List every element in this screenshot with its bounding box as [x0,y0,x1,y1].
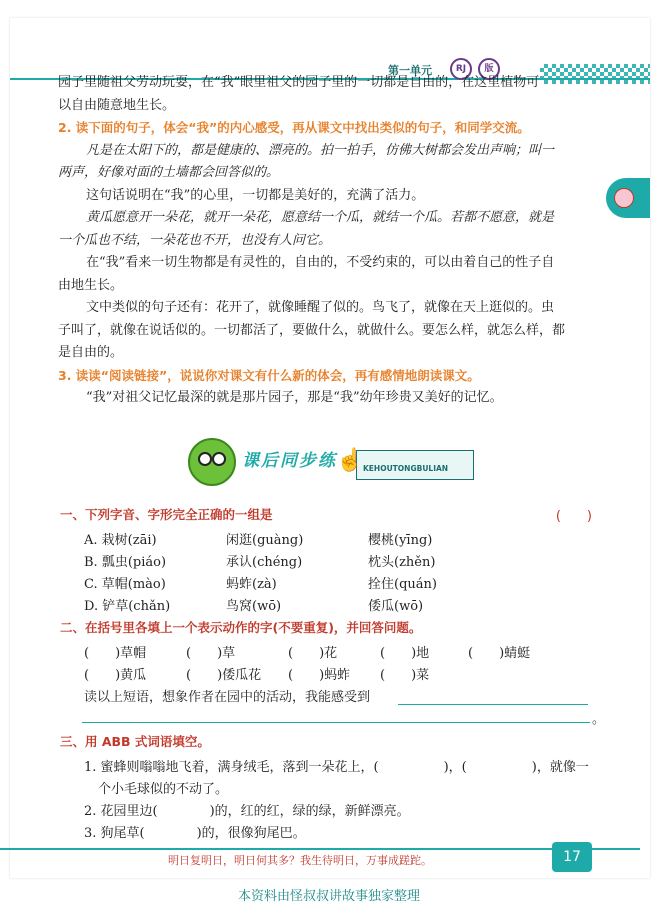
end-mark: 。 [592,712,606,727]
blank-phrase[interactable]: ( )倭瓜花 [186,668,262,683]
quote-2-cont: 一个瓜也不结，一朵花也不开，也没有人问它。 [58,232,332,248]
option-cell: 承认(chéng) [226,555,303,570]
section-2-title: 二、在括号里各填上一个表示动作的字(不要重复)，并回答问题。 [60,620,422,635]
question-2: 2. 读下面的句子，体会“我”的内心感受，再从课文中找出类似的句子，和同学交流。 [58,120,530,135]
pointing-hand-icon: ☝ [336,448,364,473]
answer-line[interactable] [398,704,588,705]
item-text: 3. 狗尾草( )的，很像狗尾巴。 [84,826,306,841]
quote-1: 凡是在太阳下的，都是健康的、漂亮的。拍一拍手，仿佛大树都会发出声响；叫一 [86,142,555,158]
section-3 [60,732,600,841]
blank-phrase[interactable]: ( )菜 [380,668,430,683]
option-cell: A. 栽树(zāi) [84,533,157,548]
quote-1-cont: 两声，好像对面的土墙都会回答似的。 [58,165,280,180]
banner-title: 课后同步练 [242,451,337,471]
item-text: 1. 蜜蜂则嗡嗡地飞着，满身绒毛，落到一朵花上，( )，( )，就像一 [84,760,589,775]
blank-phrase[interactable]: ( )草 [186,646,236,661]
similar-sentences: 文中类似的句子还有：花开了，就像睡醒了似的。鸟飞了，就像在天上逛似的。虫 [86,300,555,315]
banner-subtitle: KEHOUTONGBULIAN [363,464,449,473]
option-cell: C. 草帽(mào) [84,577,166,592]
option-cell: D. 铲草(chǎn) [84,599,171,614]
option-cell: 拴住(quán) [368,577,437,592]
side-tab [606,178,650,218]
option-cell: 枕头(zhěn) [368,555,436,570]
edition-badge-rj: RJ [450,58,472,80]
blank-phrase[interactable]: ( )草帽 [84,646,147,661]
blank-phrase[interactable]: ( )蚂蚱 [288,668,351,683]
option-cell: 倭瓜(wō) [368,599,424,614]
option-cell: 蚂蚱(zà) [226,577,277,592]
blank-phrase[interactable]: ( )蜻蜓 [468,646,531,661]
section-2 [60,618,606,727]
intro-line: 园子里随祖父劳动玩耍，在“我”眼里祖父的园子里的一切都是自由的，在这里植物可 [58,75,540,90]
page-number: 17 [552,842,592,872]
blank-phrase[interactable]: ( )地 [380,646,430,661]
footer-motto: 明日复明日，明日何其多？我生待明日，万事成蹉跎。 [168,854,432,867]
comment-2-cont: 由地生长。 [58,277,124,293]
option-cell: 闲逛(guàng) [226,533,304,548]
answer-line[interactable] [82,722,590,723]
comment-1: 这句话说明在“我”的心里，一切都是美好的，充满了活力。 [86,187,425,203]
question-3: 3. 读读“阅读链接”，说说你对课文有什么新的体会，再有感情地朗读课文。 [58,367,480,383]
banner-box [356,450,474,480]
side-tab-icon [614,188,634,208]
option-cell: B. 瓢虫(piáo) [84,555,167,570]
monster-mascot-icon [188,438,236,486]
quote-2: 黄瓜愿意开一朵花，就开一朵花，愿意结一个瓜，就结一个瓜。若都不愿意，就是 [86,210,555,225]
blank-phrase[interactable]: ( )花 [288,646,338,661]
option-cell: 鸟窝(wō) [226,599,282,614]
section-3-title: 三、用 ABB 式词语填空。 [60,734,210,749]
option-cell: 樱桃(yīng) [368,533,433,548]
practice-banner [188,436,478,486]
section-1-title: 一、下列字音、字形完全正确的一组是 [60,507,273,522]
answer-3: “我”对祖父记忆最深的就是那片园子，那是“我”幼年珍贵又美好的记忆。 [86,390,503,405]
comment-2: 在“我”看来一切生物都是有灵性的，自由的，不受约束的，可以由着自己的性子自 [86,255,555,270]
item-text: 2. 花园里边( )的，红的红，绿的绿，新鲜漂亮。 [84,804,410,819]
similar-sentences-cont: 是自由的。 [58,345,124,360]
intro-line: 以自由随意地生长。 [58,97,176,113]
blank-phrase[interactable]: ( )黄瓜 [84,668,147,683]
edition-badge: 版 [478,58,500,80]
question-text: 读以上短语，想象作者在园中的活动，我能感受到 [84,690,371,705]
answer-paren[interactable]: ( ) [555,509,592,524]
section-1 [60,505,600,614]
footer-line [0,848,640,850]
item-text: 个小毛球似的不动了。 [98,782,229,797]
source-note: 本资料由怪叔叔讲故事独家整理 [237,889,420,904]
reading-section [58,72,598,410]
similar-sentences-cont: 子叫了，就像在说话似的。一切都活了，要做什么，就做什么。要怎么样，就怎么样，都 [58,322,566,338]
unit-label: 第一单元 [388,64,432,77]
